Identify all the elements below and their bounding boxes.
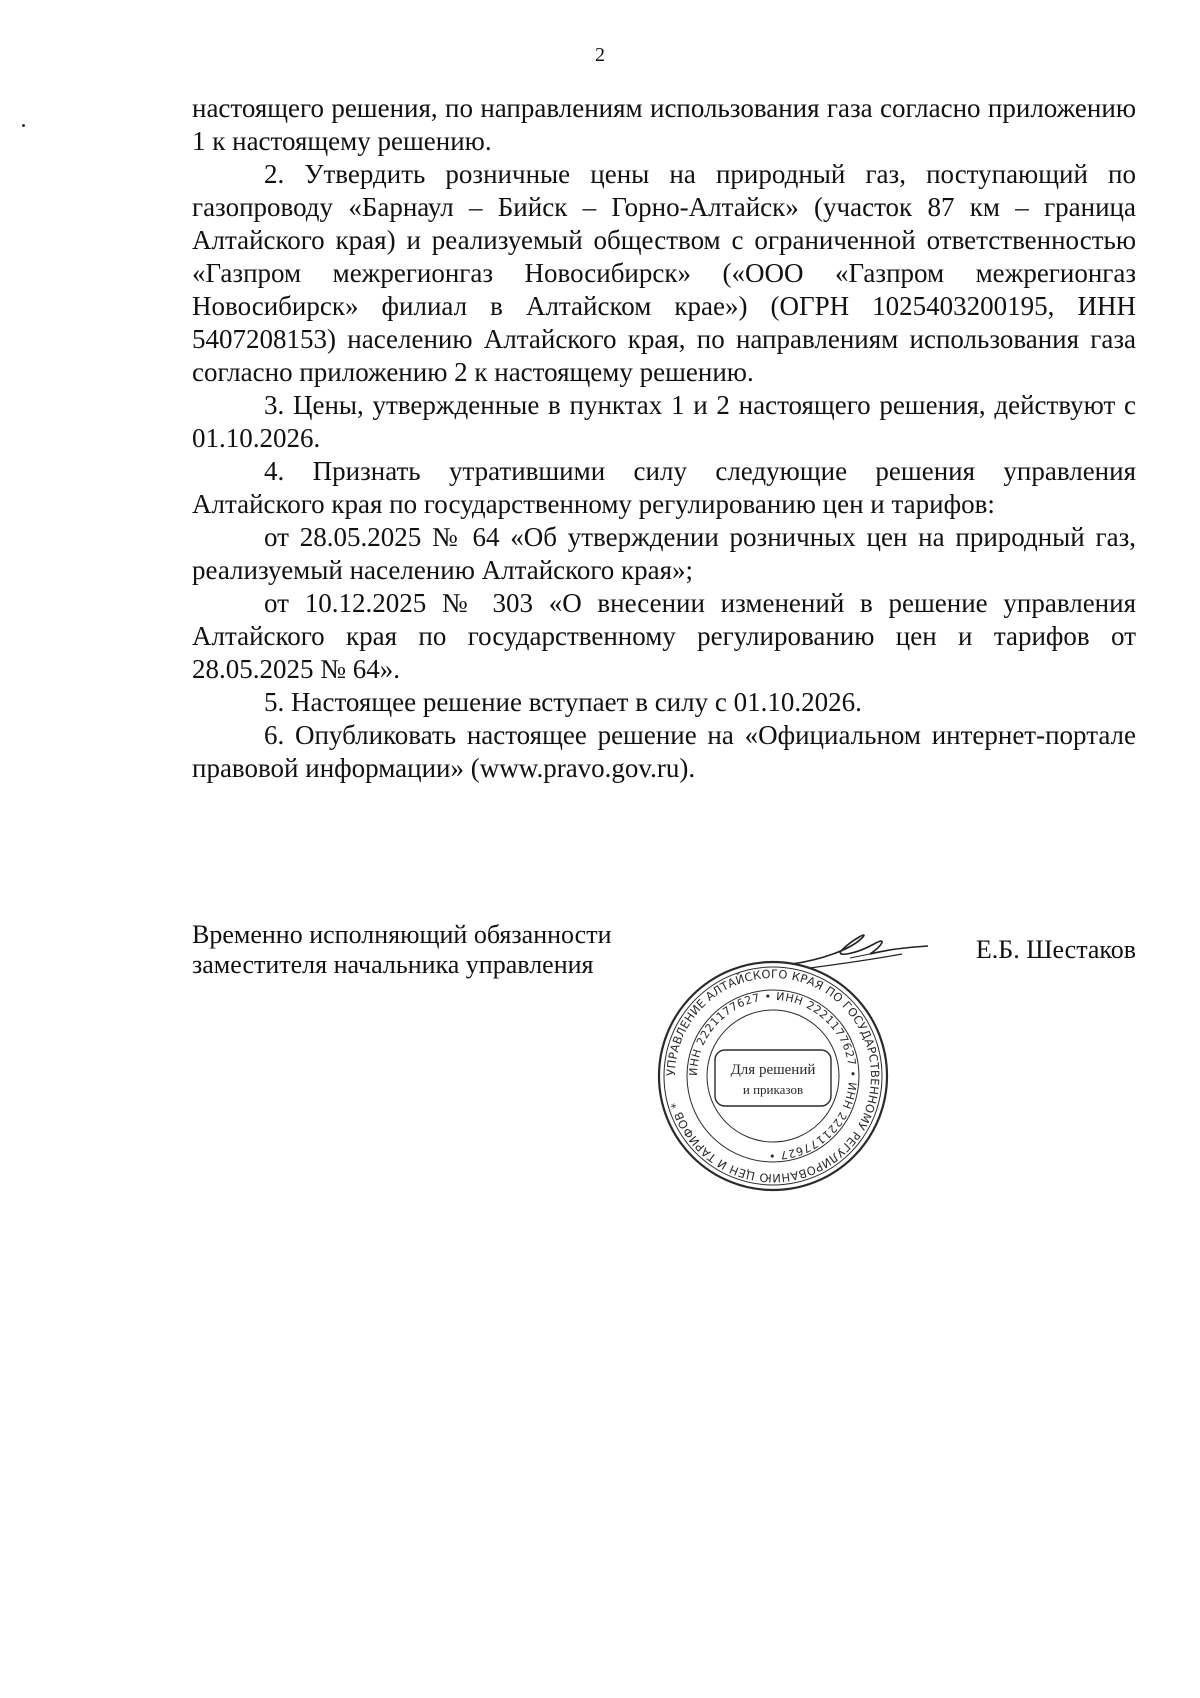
- seal-center-line-2: и приказов: [742, 1082, 804, 1097]
- position-line-1: Временно исполняющий обязанности: [192, 920, 612, 949]
- page-number: 2: [595, 44, 605, 66]
- signatory-name: Е.Б. Шестаков: [975, 935, 1136, 964]
- paragraph-item-2: 2. Утвердить розничные цены на природный газ, поступающий по газопроводу «Барнаул – Бийск – Горно-Алтайск» (участок 87 км – граница Алтайского края) и реализуемый обществом с ограниченной ответственностью «Газпром межрегионгаз Новосибирск» («ООО «Газпром межрегионгаз Новосибирск» филиал в Алтайском крае») (ОГРН 1025403200195, ИНН 5407208153) населению Алтайского края, по направлениям использования газа согласно приложению 2 к настоящему решению.: [192, 159, 1136, 387]
- paragraph-repealed-decision-2: от 10.12.2025 № 303 «О внесении изменений в решение управления Алтайского края по государственному регулированию цен и тарифов от 28.05.2025 № 64».: [192, 588, 1136, 684]
- paragraph-continuation: настоящего решения, по направлениям использования газа согласно приложению 1 к настоящему решению.: [192, 93, 1136, 156]
- seal-center-line-1: Для решений: [730, 1062, 816, 1078]
- seal-outer-text: УПРАВЛЕНИЕ АЛТАЙСКОГО КРАЯ ПО ГОСУДАРСТВЕННОМУ РЕГУЛИРОВАНИЮ ЦЕН И ТАРИФОВ *: [663, 966, 883, 1186]
- official-seal: [655, 958, 891, 1194]
- paragraph-repealed-decision-1: от 28.05.2025 № 64 «Об утверждении розничных цен на природный газ, реализуемый населению Алтайского края»;: [192, 522, 1136, 585]
- position-line-2: заместителя начальника управления: [192, 950, 594, 979]
- decision-body: [192, 92, 1136, 785]
- paragraph-item-4: 4. Признать утратившими силу следующие решения управления Алтайского края по государственному регулированию цен и тарифов:: [192, 456, 1136, 519]
- seal-inn-text: ИНН 2221177627 • ИНН 2221177627 • ИНН 2221177627 •: [686, 989, 860, 1163]
- signatory-position: [192, 920, 612, 980]
- paragraph-item-3: 3. Цены, утвержденные в пунктах 1 и 2 настоящего решения, действуют с 01.10.2026.: [192, 390, 1136, 453]
- scan-speck: [22, 124, 25, 127]
- paragraph-item-6: 6. Опубликовать настоящее решение на «Официальном интернет-портале правовой информации» (www.pravo.gov.ru).: [192, 720, 1136, 783]
- paragraph-item-5: 5. Настоящее решение вступает в силу с 01.10.2026.: [264, 687, 862, 717]
